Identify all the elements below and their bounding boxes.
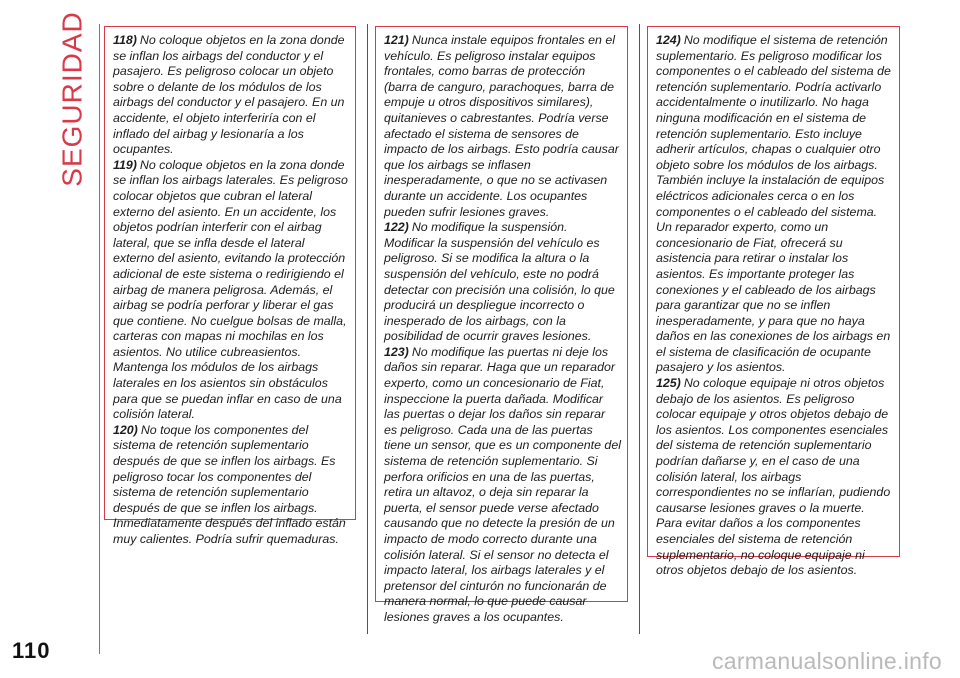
warning-125 <box>656 376 893 579</box>
warning-123 <box>384 345 621 626</box>
warning-number: 119) <box>113 157 137 172</box>
warning-box-column-1 <box>104 26 356 546</box>
warning-text: Nunca instale equipos frontales en el vehículo. Es peligroso instalar equipos frontales, como barras de protección (barra de canguro, parachoques, barra de empuje u otros dispositivos similares), quitanieves o cabrestantes. Podría verse afectado el sistema de sensores de impacto de los airbags. Esto podría causar que los airbags se inflasen inesperadamente, o que no se activasen durante un accidente. Los ocupantes pueden sufrir lesiones graves. <box>384 33 619 219</box>
warning-122 <box>384 220 621 345</box>
warning-text: No toque los componentes del sistema de retención suplementario después de que se inflen los airbags. Es peligroso tocar los componentes del sistema de retención suplementario después de que se inflen los airbags. Inmediatamente después del inflado están muy calientes. Podría sufrir quemaduras. <box>113 422 346 546</box>
warning-text: No coloque objetos en la zona donde se inflan los airbags del conductor y el pasajero. Es peligroso colocar un objeto sobre o delante de los módulos de los airbags del conductor y el pasajero. En un accidente, el objeto interferiría con el inflado del airbag y lesionaría a los ocupantes. <box>113 33 345 157</box>
warning-text: No coloque equipaje ni otros objetos debajo de los asientos. Es peligroso colocar equipaje y otros objetos debajo de los asientos. Los componentes esenciales del sistema de retención suplementario podrían dañarse y, en el caso de una colisión lateral, los airbags correspondientes no se inflarían, pudiendo causarse lesiones graves o la muerte. Para evitar daños a los componentes esenciales del sistema de retención suplementario, no coloque equipaje ni otros objetos debajo de los asientos. <box>656 376 891 578</box>
page-number: 110 <box>12 638 51 663</box>
warning-number: 120) <box>113 422 138 437</box>
column-divider <box>367 24 368 634</box>
warning-number: 124) <box>656 33 681 47</box>
watermark: carmanualsonline.info <box>711 648 942 674</box>
warning-124 <box>656 33 893 376</box>
warning-121 <box>384 33 621 220</box>
warning-119 <box>113 158 349 423</box>
column-divider <box>639 24 640 634</box>
side-divider <box>99 24 100 654</box>
warning-number: 122) <box>384 220 409 235</box>
warning-number: 118) <box>113 33 137 47</box>
warning-box-column-2 <box>375 26 628 624</box>
warning-number: 123) <box>384 344 409 359</box>
section-title-text: SEGURIDAD <box>57 11 88 187</box>
warning-text: No modifique las puertas ni deje los daños sin reparar. Haga que un reparador experto, como un concesionario de Fiat, inspeccione la puerta dañada. Modificar las puertas o dejar los daños sin reparar es peligroso. Cada una de las puertas tiene un sensor, que es un componente del sistema de retención suplementario. Si perfora orificios en una de las puertas, retira un altavoz, o deja sin reparar la puerta, el sensor puede verse afectado causando que no detecte la presión de un impacto de modo correcto durante una colisión lateral. Si el sensor no detecta el impacto lateral, los airbags laterales y el pretensor del cinturón no funcionarán de manera normal, lo que puede causar lesiones graves a los ocupantes. <box>384 344 621 624</box>
warning-text: No modifique el sistema de retención suplementario. Es peligroso modificar los componentes o el cableado del sistema de retención suplementario. Podría activarlo accidentalmente o inutilizarlo. No haga ninguna modificación en el sistema de retención suplementario. Esto incluye adherir artículos, chapas o cualquier otro objeto sobre los módulos de los airbags. También incluye la instalación de equipos eléctricos adicionales cerca o en los componentes o el cableado del sistema. Un reparador experto, como un concesionario de Fiat, ofrecerá su asistencia para retirar o instalar los asientos. Es importante proteger las conexiones y el cableado de los airbags para garantizar que no se inflen inesperadamente, y para que no haya daños en las conexiones de los airbags en el sistema de clasificación de ocupante pasajero y los asientos. <box>656 33 891 375</box>
section-title <box>56 11 90 187</box>
warning-box-column-3 <box>647 26 900 578</box>
warning-118 <box>113 33 349 158</box>
warning-text: No coloque objetos en la zona donde se inflan los airbags laterales. Es peligroso colocar objetos que cubran el lateral externo del asiento. En un accidente, los objetos podrían interferir con el airbag lateral, que se infla desde el lateral externo del asiento, evitando la protección adicional de este sistema o redirigiendo el airbag de manera peligrosa. Además, el airbag se podría perforar y liberar el gas que contiene. No cuelgue bolsas de malla, carteras con mapas ni mochilas en los asientos. No utilice cubreasientos. Mantenga los módulos de los airbags laterales en los asientos sin obstáculos para que se puedan inflar en caso de una colisión lateral. <box>113 157 348 422</box>
warning-120 <box>113 423 349 548</box>
warning-number: 121) <box>384 33 409 47</box>
warning-text: No modifique la suspensión. Modificar la suspensión del vehículo es peligroso. Si se modifica la altura o la suspensión del vehículo, este no podrá detectar con precisión una colisión, lo que producirá un despliegue incorrecto o inesperado de los airbags, con la posibilidad de ocurrir graves lesiones. <box>384 220 615 344</box>
warning-number: 125) <box>656 376 681 391</box>
